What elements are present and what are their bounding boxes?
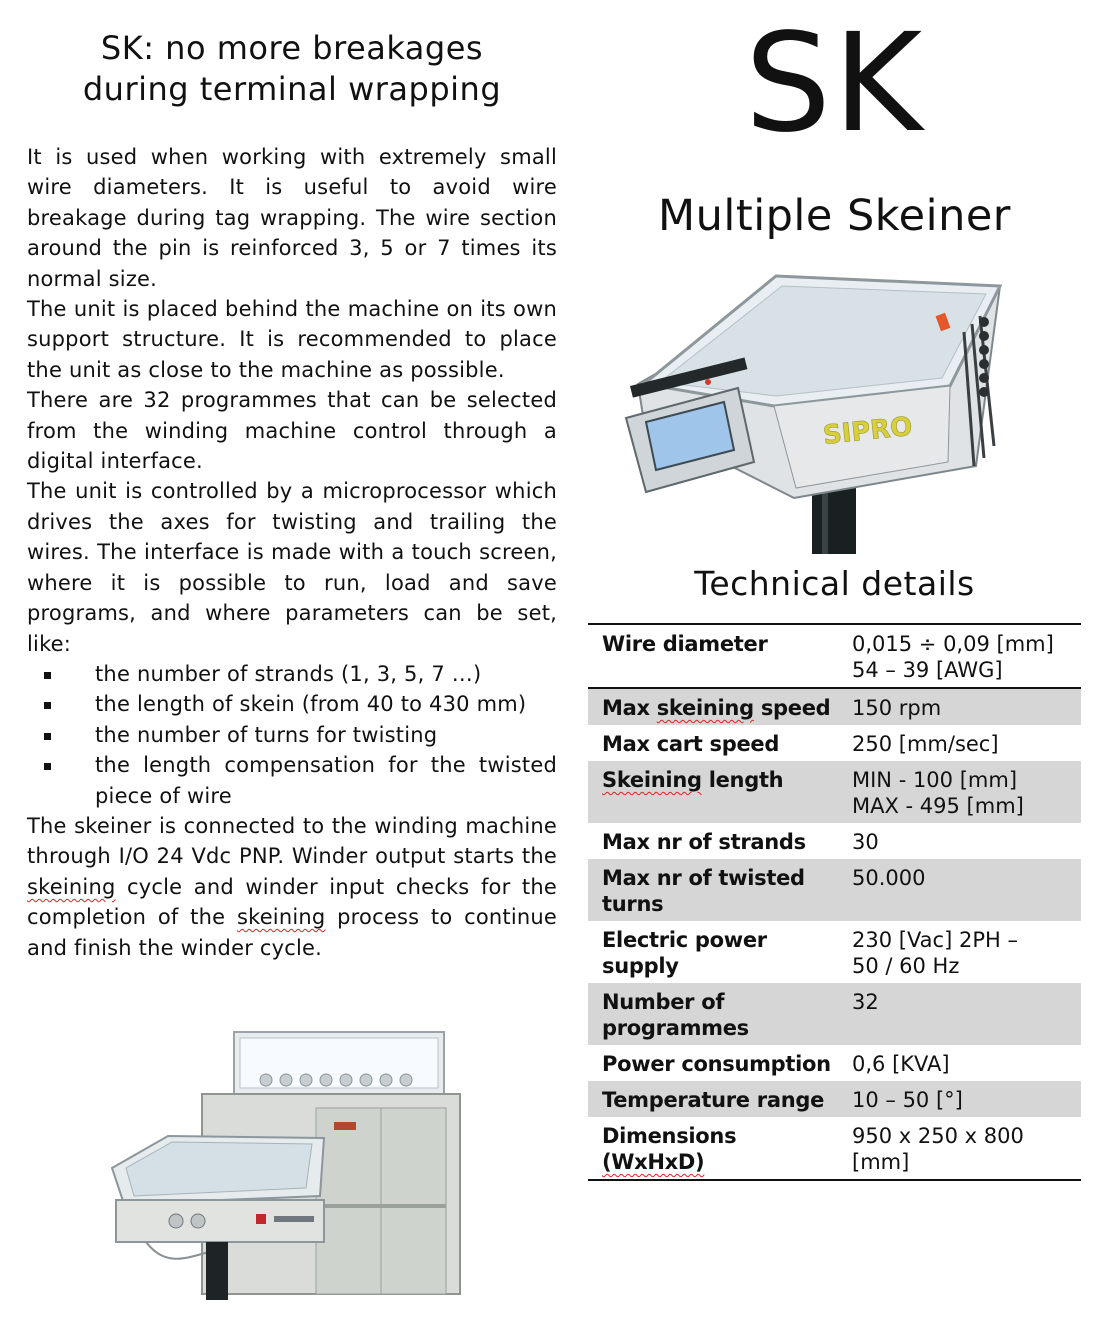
value-line: [mm] <box>852 1150 910 1174</box>
label-run: Dimensions <box>602 1124 737 1148</box>
label-run: Max <box>602 696 657 720</box>
list-item <box>27 689 557 719</box>
table-row <box>588 725 1081 761</box>
paragraph-placement: The unit is placed behind the machine on its own support structure. It is recommended to place the unit as close to the machine as possible. <box>27 297 557 382</box>
value-line: MIN - 100 [mm] <box>852 768 1018 792</box>
spec-value: 32 <box>842 983 1081 1045</box>
bullet-icon <box>44 702 51 709</box>
value-line: 50 / 60 Hz <box>852 954 960 978</box>
paragraph-usage: It is used when working with extremely small wire diameters. It is useful to avoid wire breakage during tag wrapping. The wire section around the pin is reinforced 3, 5 or 7 times its normal size. <box>27 145 557 291</box>
list-item <box>27 720 557 750</box>
spec-label: Electric power supply <box>602 928 767 978</box>
spec-value <box>842 624 1081 688</box>
paragraph-programmes: There are 32 programmes that can be selected from the winding machine control through a digital interface. <box>27 388 557 474</box>
spec-value <box>842 921 1081 983</box>
spec-value: 250 [mm/sec] <box>852 732 999 756</box>
table-row <box>588 1045 1081 1081</box>
spec-label: Wire diameter <box>602 632 768 656</box>
spec-label <box>588 761 842 823</box>
sipro-logo: SIPRO <box>821 411 914 451</box>
product-name: Multiple Skeiner <box>658 191 1011 241</box>
machine-setup-photo <box>106 1028 472 1300</box>
list-item-text: the number of strands (1, 3, 5, 7 …) <box>95 661 482 686</box>
spellcheck-word: skeining <box>27 874 116 899</box>
bullet-icon <box>44 763 51 770</box>
bullet-icon <box>44 672 51 679</box>
table-row <box>588 859 1081 921</box>
table-row <box>588 1081 1081 1117</box>
spec-value <box>842 1117 1081 1180</box>
spec-value: 10 – 50 [°] <box>842 1081 1081 1117</box>
spec-label: Max nr of twisted turns <box>588 859 842 921</box>
list-item-text: the number of turns for twisting <box>95 722 438 747</box>
label-run: speed <box>753 696 831 720</box>
spec-label: Temperature range <box>588 1081 842 1117</box>
value-line: 0,015 ÷ 0,09 [mm] <box>852 632 1054 656</box>
technical-details-heading: Technical details <box>694 564 975 603</box>
table-row <box>588 983 1081 1045</box>
table-row <box>588 921 1081 983</box>
value-line: MAX - 495 [mm] <box>852 794 1024 818</box>
value-line: 230 [Vac] 2PH – <box>852 928 1018 952</box>
list-item-text: the length of skein (from 40 to 430 mm) <box>95 692 527 717</box>
paragraph-connection <box>27 811 557 963</box>
value-line: 950 x 250 x 800 <box>852 1124 1024 1148</box>
spellcheck-word: skeining <box>236 905 326 930</box>
spec-value: 50.000 <box>842 859 1081 921</box>
spec-label: Number of programmes <box>588 983 842 1045</box>
spec-label: Power consumption <box>602 1052 831 1076</box>
heading-line-2: during terminal wrapping <box>82 70 502 108</box>
label-run: length <box>701 768 784 792</box>
list-item-text: the length compensation for the twisted piece of wire <box>95 753 557 808</box>
technical-details-table <box>588 623 1081 1181</box>
document-heading <box>27 28 557 110</box>
spec-value <box>842 761 1081 823</box>
description-column <box>27 28 557 963</box>
value-line: 54 – 39 [AWG] <box>852 658 1003 682</box>
spellcheck-word: Skeining <box>602 768 702 792</box>
text-run: cycle and winder input checks for the completion of the <box>27 874 557 930</box>
spec-value: 0,6 [KVA] <box>852 1052 950 1076</box>
list-item <box>27 750 557 811</box>
spellcheck-word: (WxHxD) <box>602 1150 705 1174</box>
table-row <box>588 823 1081 859</box>
paragraph-control: The unit is controlled by a microprocessor which drives the axes for twisting and trailing the wires. The interface is made with a touch screen, where it is possible to run, load and save programs, and where parameters can be set, like: <box>27 479 557 656</box>
skeiner-product-photo <box>624 266 1004 554</box>
table-row <box>588 624 1081 688</box>
spec-value: 150 rpm <box>842 688 1081 725</box>
description-body <box>27 142 557 963</box>
spec-label <box>588 1117 842 1180</box>
spec-label <box>588 688 842 725</box>
heading-line-1: SK: no more breakages <box>100 29 484 67</box>
list-item <box>27 659 557 689</box>
product-code: SK <box>744 5 925 163</box>
table-row <box>588 1117 1081 1180</box>
table-row <box>588 688 1081 725</box>
text-run: process to continue and finish the winder cycle. <box>27 905 557 960</box>
spellcheck-word: skeining <box>656 696 754 720</box>
spec-value: 30 <box>852 830 879 854</box>
spec-label: Max cart speed <box>602 732 780 756</box>
parameter-list <box>27 659 557 811</box>
table-row <box>588 761 1081 823</box>
text-run: The skeiner is connected to the winding machine through I/O 24 Vdc PNP. Winder output starts the <box>27 813 557 869</box>
spec-label: Max nr of strands <box>602 830 806 854</box>
bullet-icon <box>44 733 51 740</box>
